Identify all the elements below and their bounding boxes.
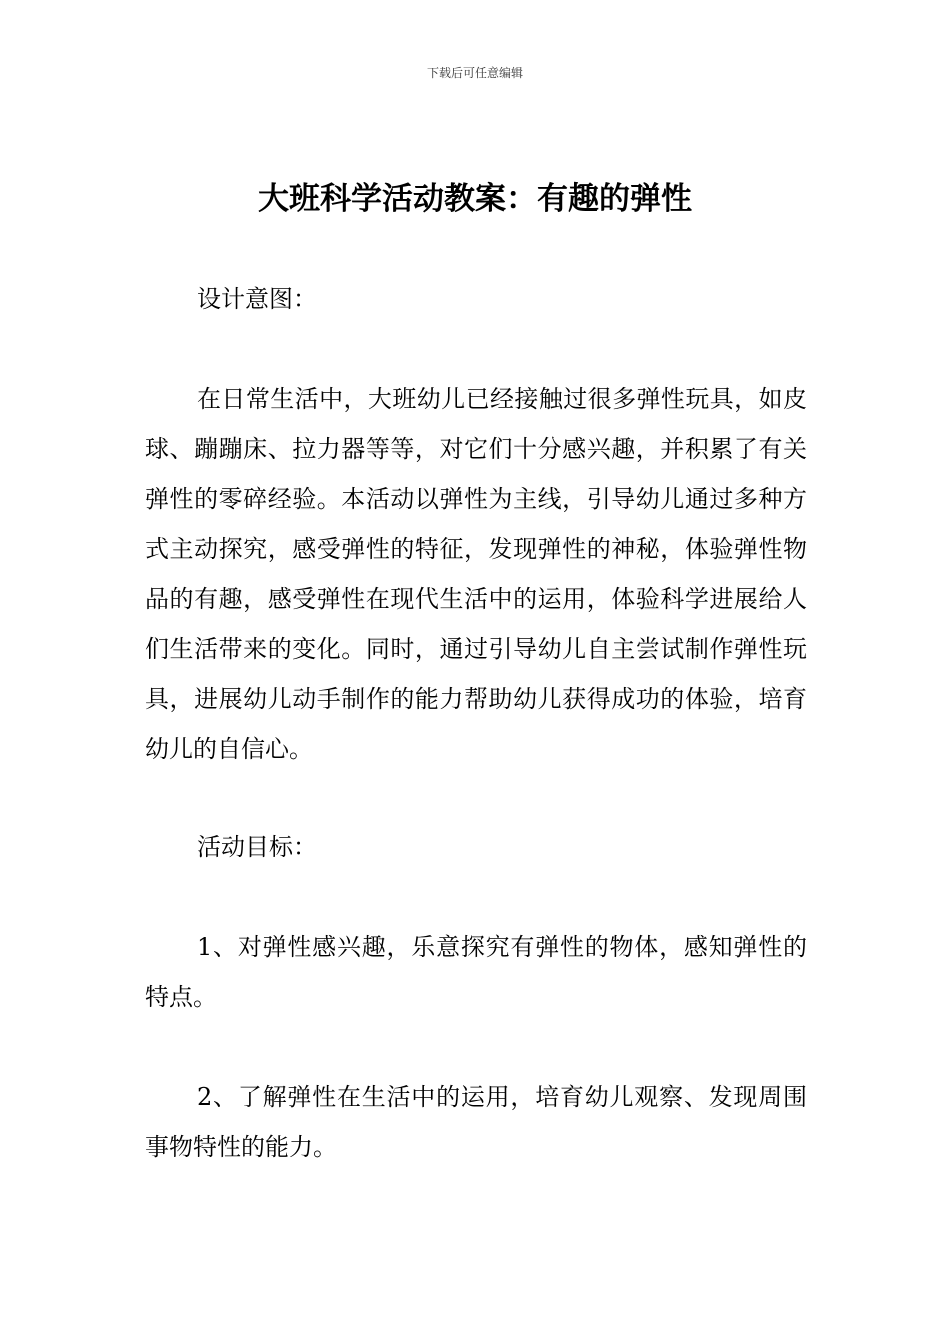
paragraph-design-intent: 在日常生活中，大班幼儿已经接触过很多弹性玩具，如皮球、蹦蹦床、拉力器等等，对它们十分感兴趣，并积累了有关弹性的零碎经验。本活动以弹性为主线，引导幼儿通过多种方式主动探究，感受弹性的特征，发现弹性的神秘，体验弹性物品的有趣，感受弹性在现代生活中的运用，体验科学进展给人们生活带来的变化。同时，通过引导幼儿自主尝试制作弹性玩具，进展幼儿动手制作的能力帮助幼儿获得成功的体验，培育幼儿的自信心。: [145, 385, 807, 763]
section-heading-activity-goals: 活动目标：: [197, 833, 317, 861]
section-heading-design-intent: 设计意图：: [197, 285, 317, 313]
paragraph-goal-2: 2、了解弹性在生活中的运用，培育幼儿观察、发现周围事物特性的能力。: [145, 1083, 807, 1161]
paragraph-goal-1: 1、对弹性感兴趣，乐意探究有弹性的物体，感知弹性的特点。: [145, 933, 807, 1011]
document-title: 大班科学活动教案：有趣的弹性: [258, 181, 692, 217]
header-note: 下载后可任意编辑: [426, 66, 523, 80]
